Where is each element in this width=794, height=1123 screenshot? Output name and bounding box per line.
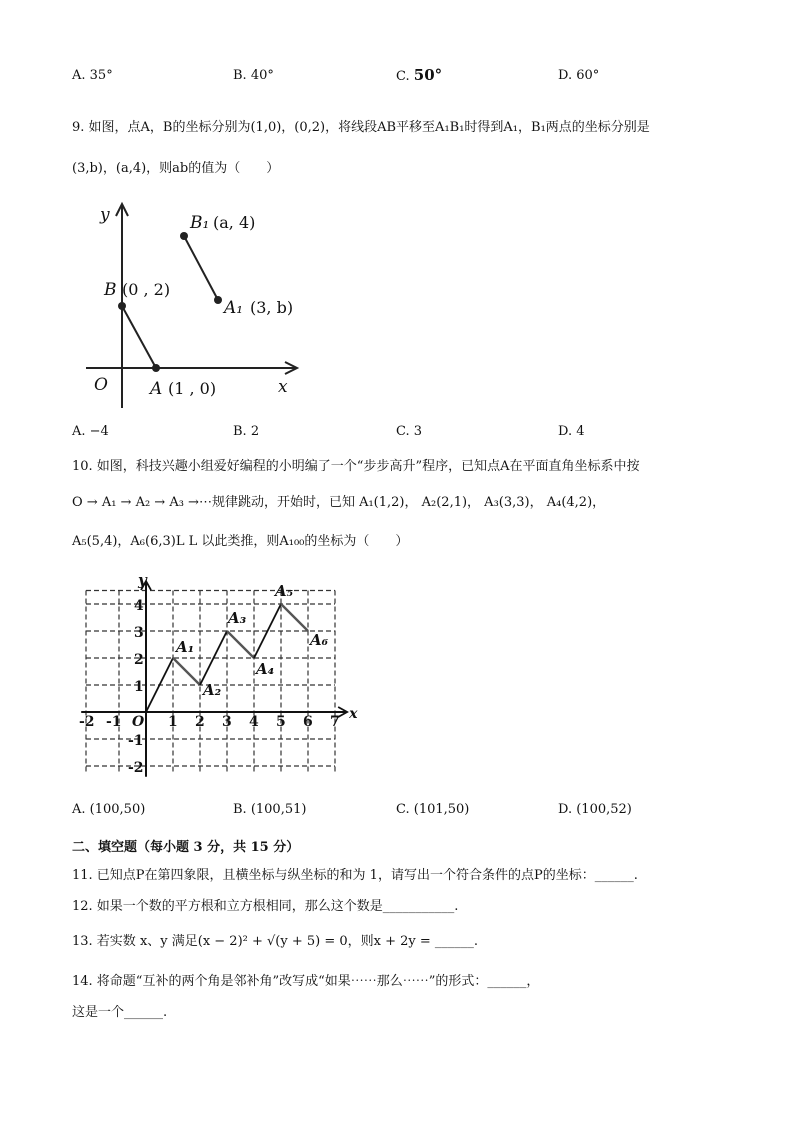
q10-stem-line3: A₅(5,4)，A₆(6,3)L L 以此类推，则A₁₀₀的坐标为（ ） <box>72 534 409 549</box>
q10-y-tick-label: 4 <box>134 598 144 614</box>
q10-y-tick-label: 3 <box>134 625 144 641</box>
q9-b1-label: B₁ <box>190 213 210 233</box>
q10-origin-label: O <box>132 714 145 730</box>
q10-path-segment <box>227 631 254 658</box>
q9-segment-a1b1 <box>184 236 218 300</box>
q10-point-label: A₅ <box>275 582 294 600</box>
q10-x-tick-label: -2 <box>79 714 95 730</box>
q10-x-tick-label: 3 <box>222 714 232 730</box>
q8-option-d: D. 60° <box>558 68 600 83</box>
q10-point-label: A₃ <box>228 609 247 627</box>
q8-option-b: B. 40° <box>233 68 274 83</box>
q9-option-a: A. −4 <box>72 424 109 439</box>
q9-stem-line2: (3,b)，(a,4)，则ab的值为（ ） <box>72 161 280 176</box>
q9-segment-ab <box>122 306 156 368</box>
q10-y-tick-label: -1 <box>128 733 144 749</box>
q13-text: 13. 若实数 x、y 满足(x − 2)² + √(y + 5) = 0，则x + 2y = ______. <box>72 934 479 949</box>
q9-point-a1 <box>214 296 222 304</box>
q14-text-line2: 这是一个______. <box>72 1005 168 1020</box>
q10-x-tick-label: 1 <box>168 714 178 730</box>
q9-option-d: D. 4 <box>558 424 585 439</box>
q10-y-tick-label: 1 <box>134 679 144 695</box>
q10-stem-line1: 10. 如图，科技兴趣小组爱好编程的小明编了一个“步步高升”程序，已知点A在平面直角坐标系中按 <box>72 459 640 474</box>
q9-stem-line1: 9. 如图，点A，B的坐标分别为(1,0)，(0,2)，将线段AB平移至A₁B₁时得到A₁，B₁两点的坐标分别是 <box>72 120 650 135</box>
q10-path-segment <box>173 658 200 685</box>
q10-point-label: A₄ <box>256 660 275 678</box>
q10-path-segment <box>281 604 308 631</box>
q9-option-c: C. 3 <box>396 424 423 439</box>
q10-point-label: A₆ <box>310 631 329 649</box>
q10-x-tick-label: 5 <box>276 714 286 730</box>
q10-stem-line2: O → A₁ → A₂ → A₃ →⋯规律跳动，开始时，已知 A₁(1,2)， A₂(2,1)， A₃(3,3)， A₄(4,2)， <box>72 495 606 510</box>
q10-x-tick-label: 6 <box>303 714 313 730</box>
q10-option-c: C. (101,50) <box>396 802 470 817</box>
q10-x-label: x <box>349 706 358 722</box>
q10-option-b: B. (100,51) <box>233 802 307 817</box>
q9-origin-label: O <box>94 375 108 395</box>
q9-x-label: x <box>278 377 288 397</box>
q9-option-b: B. 2 <box>233 424 260 439</box>
q10-point-label: A₂ <box>203 681 222 699</box>
q10-option-d: D. (100,52) <box>558 802 632 817</box>
q9-a1-label: A₁ <box>224 298 244 318</box>
q14-text-line1: 14. 将命题“互补的两个角是邻补角”改写成“如果⋯⋯那么⋯⋯”的形式：______， <box>72 974 540 989</box>
q9-point-a <box>152 364 160 372</box>
q9-point-b <box>118 302 126 310</box>
q9-point-b1 <box>180 232 188 240</box>
q8-option-a: A. 35° <box>72 68 113 83</box>
q10-x-tick-label: 2 <box>195 714 205 730</box>
q9-figure <box>82 198 314 410</box>
q12-text: 12. 如果一个数的平方根和立方根相同，那么这个数是___________. <box>72 899 459 914</box>
q9-a-coord: (1 , 0) <box>168 379 217 398</box>
q10-y-label: y <box>138 572 147 590</box>
q10-x-tick-label: 4 <box>249 714 259 730</box>
q8-option-c: C. 50° <box>396 66 443 84</box>
q9-b-label: B <box>104 280 117 300</box>
q9-a-label: A <box>150 379 163 399</box>
q9-b-coord: (0 , 2) <box>122 280 171 299</box>
q10-figure <box>74 572 364 778</box>
q10-y-tick-label: -2 <box>128 760 144 776</box>
q10-x-tick-label: 7 <box>330 714 340 730</box>
section2-heading: 二、填空题（每小题 3 分，共 15 分） <box>72 840 300 855</box>
q11-text: 11. 已知点P在第四象限，且横坐标与纵坐标的和为 1，请写出一个符合条件的点P的坐标：______. <box>72 868 638 883</box>
q10-x-tick-label: -1 <box>106 714 122 730</box>
q9-b1-coord: (a, 4) <box>213 213 256 232</box>
q10-point-label: A₁ <box>176 638 195 656</box>
q10-y-tick-label: 2 <box>134 652 144 668</box>
q10-option-a: A. (100,50) <box>72 802 146 817</box>
q8-option-c-value: 50° <box>413 66 443 84</box>
q9-y-label: y <box>100 205 110 225</box>
q9-a1-coord: (3, b) <box>250 298 294 317</box>
